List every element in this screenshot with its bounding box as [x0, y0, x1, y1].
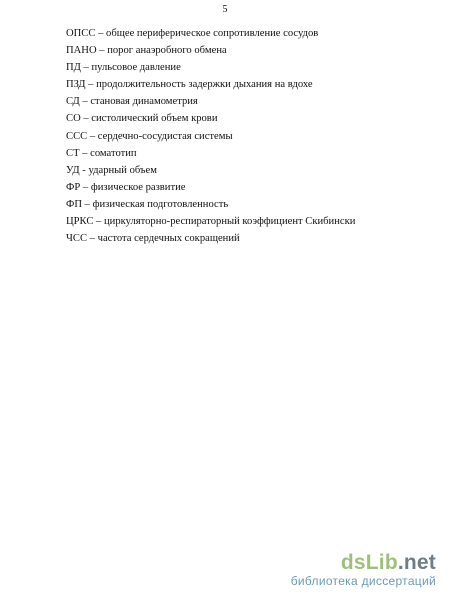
abbreviation-item: ПЗД – продолжительность задержки дыхания на вдохе — [66, 79, 313, 91]
abbreviation-item: СО – систолический объем крови — [66, 113, 218, 125]
abbreviation-item: ЦРКС – циркуляторно-респираторный коэффициент Скибински — [66, 216, 356, 228]
abbreviation-item: ФР – физическое развитие — [66, 181, 186, 193]
abbreviation-item: ФП – физическая подготовленность — [66, 198, 229, 210]
abbreviation-item: СД – становая динамометрия — [66, 96, 198, 108]
site-logo-domain: .net — [397, 551, 436, 574]
site-logo — [291, 552, 436, 574]
abbreviation-item: УД - ударный объем — [66, 164, 157, 176]
site-logo-name: dsLib — [340, 551, 398, 574]
abbreviation-item: ОПСС – общее периферическое сопротивление сосудов — [66, 28, 319, 39]
abbreviation-item: ПАНО – порог анаэробного обмена — [66, 45, 227, 57]
abbreviation-list — [66, 25, 355, 247]
abbreviation-item: СТ – соматотип — [66, 147, 137, 159]
abbreviation-item: ССС – сердечно-сосудистая системы — [66, 130, 233, 142]
page-number: 5 — [222, 4, 228, 15]
abbreviation-item: ЧСС – частота сердечных сокращений — [66, 233, 240, 245]
site-tagline: библиотека диссертаций — [290, 574, 436, 588]
abbreviation-item: ПД – пульсовое давление — [66, 62, 181, 74]
site-watermark — [291, 552, 436, 588]
